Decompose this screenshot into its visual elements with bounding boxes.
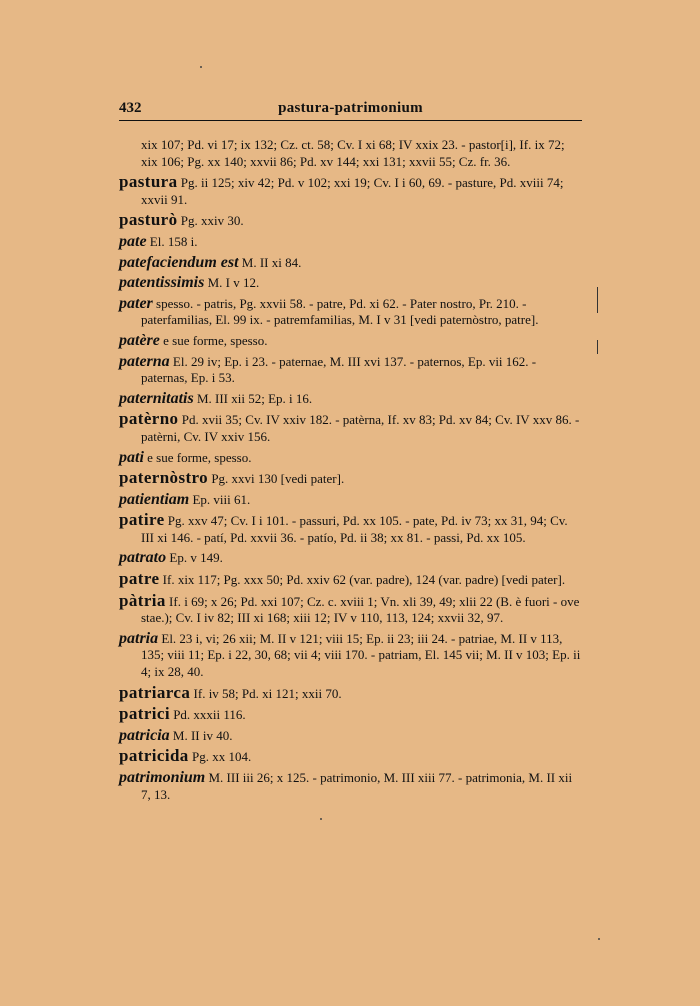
speck [320,818,322,820]
entry-patrici: patrici Pd. xxxii 116. [119,704,246,724]
entry-pastura: pastura Pg. ii 125; xiv 42; Pd. v 102; xxi 19; Cv. I i 60, 69. - pasture, Pd. xviii 74; xxvii 91. [119,172,564,207]
headword: patricia [119,726,170,744]
entry-paterna: paterna El. 29 iv; Ep. i 23. - paternae, M. III xvi 137. - paternos, Ep. vii 162. - paternas, Ep. i 53. [119,352,537,386]
headword: pasturò [119,210,178,230]
dictionary-entries [119,137,582,807]
entry-patrimonium: patrimonium M. III iii 26; x 125. - patrimonio, M. III xiii 77. - patrimonia, M. II xii 7, 13. [119,769,573,802]
headword: pàtria [119,590,166,610]
margin-line-mark-small [597,340,598,354]
entry-patre: patre If. xix 117; Pg. xxx 50; Pd. xxiv 62 (var. padre), 124 (var. padre) [vedi pater]. [119,569,566,589]
entry-patriarca: patriarca If. iv 58; Pd. xi 121; xxii 70. [119,682,342,702]
headword: patricida [119,746,189,766]
headword: patentissimis [119,274,205,292]
headword: pate [119,232,147,250]
margin-line-mark [597,287,598,313]
headword: patire [119,510,165,530]
headword: patèrno [119,409,179,429]
entry-paternostro: paternòstro Pg. xxvi 130 [vedi pater]. [119,468,345,488]
headword: patria [119,629,159,647]
entry-patire: patire Pg. xxv 47; Cv. I i 101. - passuri, Pd. xx 105. - pate, Pd. iv 73; xx 31, 94; Cv. III xi 146. - patí, Pd. xxvii 36. - patío, Pd. ii 38; xx 81. - passi, Pd. xx 105. [119,510,568,545]
running-title: pastura-patrimonium [278,100,423,116]
speck [200,66,202,68]
entry-continuation: xix 107; Pd. vi 17; ix 132; Cz. ct. 58; Cv. I xi 68; IV xxix 23. - pastor[i], If. ix 72; xix 106; Pg. xx 140; xxvii 86; Pd. xv 144; xxi 131; xxvii 55; Cz. fr. 36. [141,137,565,169]
headword: pati [119,448,144,466]
entry-patentissimis: patentissimis M. I v 12. [119,274,260,292]
entry-patria-latin: patria El. 23 i, vi; 26 xii; M. II v 121; viii 15; Ep. ii 23; iii 24. - patriae, M. II v 113, 135; viii 11; Ep. i 22, 30, 68; vii 4; viii 170. - patriam, El. 145 vii; M. II v 103; Ep. ii 4; ix 28, 40. [119,629,581,680]
entry-patria-accented: pàtria If. i 69; x 26; Pd. xxi 107; Cz. c. xviii 1; Vn. xli 39, 49; xlii 22 (B. è fuori - ove stae.); Cv. I iv 82; III xi 168; xiii 12; IV v 110, 113, 124; xxvii 32, 97. [119,590,580,626]
entry-pater: pater spesso. - patris, Pg. xxvii 58. - patre, Pd. xi 62. - Pater nostro, Pr. 210. - paterfamilias, El. 99 ix. - patremfamilias, M. I v 31 [vedi paternòstro, patre]. [119,294,539,328]
entry-pate: pate El. 158 i. [119,232,198,250]
headword: pastura [119,172,178,192]
headword: patrato [119,549,167,567]
speck [598,938,600,940]
headword: patrimonium [119,769,206,786]
entry-pasturo: pasturò Pg. xxiv 30. [119,210,244,230]
headword: patrici [119,704,170,724]
headword: patère [119,331,160,349]
entry-patricida: patricida Pg. xx 104. [119,746,252,766]
headword: paterna [119,352,170,370]
headword: paternòstro [119,468,209,488]
page-number: 432 [119,100,142,116]
entry-pati: pati e sue forme, spesso. [119,448,252,466]
headword: patefaciendum est [119,253,239,271]
entry-patricia: patricia M. II iv 40. [119,726,233,744]
headword: patre [119,569,160,589]
headword: pater [119,294,153,312]
headword: patriarca [119,682,191,702]
entry-paterno: patèrno Pd. xvii 35; Cv. IV xxiv 182. - patèrna, If. xv 83; Pd. xv 84; Cv. IV xxv 86. - patèrni, Cv. IV xxiv 156. [119,409,580,444]
entry-paternitatis: paternitatis M. III xii 52; Ep. i 16. [119,389,313,407]
entry-patere: patère e sue forme, spesso. [119,331,268,349]
headword: patientiam [119,490,190,508]
headword: paternitatis [119,389,194,407]
entry-patrato: patrato Ep. v 149. [119,549,223,567]
page-header [119,100,582,121]
entry-patefaciendum-est: patefaciendum est M. II xi 84. [119,253,302,271]
entry-patientiam: patientiam Ep. viii 61. [119,490,251,508]
